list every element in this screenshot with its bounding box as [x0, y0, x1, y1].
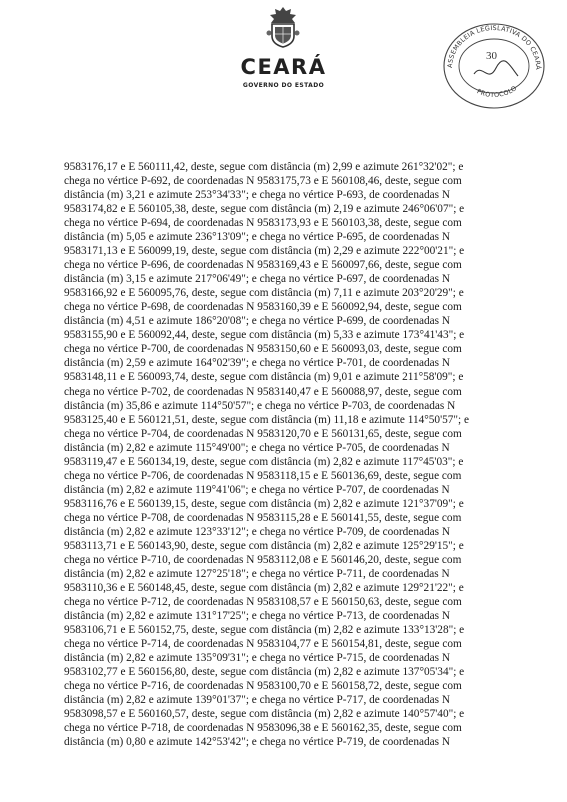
stamp-number: 30 [486, 50, 497, 62]
text-line: 9583098,57 e E 560160,57, deste, segue com distância (m) 2,82 e azimute 140°57'40"; e [64, 708, 465, 721]
text-line: chega no vértice P-700, de coordenadas N 9583150,60 e E 560093,03, deste, segue com [64, 343, 462, 356]
text-line: 9583110,36 e E 560148,45, deste, segue com distância (m) 2,82 e azimute 129°21'22"; e [64, 581, 464, 594]
text-line: chega no vértice P-710, de coordenadas N 9583112,08 e E 560146,20, deste, segue com [64, 553, 462, 566]
text-line: distância (m) 3,15 e azimute 217°06'49"; e chega no vértice P-697, de coordenadas N [64, 273, 451, 286]
text-line: distância (m) 3,21 e azimute 253°34'33"; e chega no vértice P-693, de coordenadas N [64, 189, 451, 202]
text-line: distância (m) 2,59 e azimute 164°02'39"; e chega no vértice P-701, de coordenadas N [64, 357, 451, 370]
text-line: 9583171,13 e E 560099,19, deste, segue com distância (m) 2,29 e azimute 222°00'21"; e [64, 245, 465, 258]
text-line: chega no vértice P-694, de coordenadas N 9583173,93 e E 560103,38, deste, segue com [64, 217, 462, 230]
text-line: 9583119,47 e E 560134,19, deste, segue com distância (m) 2,82 e azimute 117°45'03"; e [64, 455, 464, 468]
stamp-bottom-text: PROTOCOLO [475, 84, 519, 100]
text-line: distância (m) 2,82 e azimute 139°01'37"; e chega no vértice P-717, de coordenadas N [64, 694, 451, 707]
text-line: 9583113,71 e E 560143,90, deste, segue com distância (m) 2,82 e azimute 125°29'15"; e [64, 539, 464, 552]
state-coat-of-arms-icon [265, 6, 301, 48]
text-line: 9583176,17 e E 560111,42, deste, segue com distância (m) 2,99 e azimute 261°32'02"; e [64, 161, 464, 173]
text-line: distância (m) 5,05 e azimute 236°13'09"; e chega no vértice P-695, de coordenadas N [64, 231, 451, 244]
text-line: distância (m) 2,82 e azimute 127°25'18"; e chega no vértice P-711, de coordenadas N [64, 567, 450, 580]
text-line: chega no vértice P-706, de coordenadas N 9583118,15 e E 560136,69, deste, segue com [64, 469, 462, 482]
text-line: distância (m) 2,82 e azimute 131°17'25"; e chega no vértice P-713, de coordenadas N [64, 610, 451, 622]
text-line: distância (m) 4,51 e azimute 186°20'08"; e chega no vértice P-699, de coordenadas N [64, 315, 451, 328]
text-line: 9583125,40 e E 560121,51, deste, segue com distância (m) 11,18 e azimute 114°50'57"; e [64, 413, 469, 426]
text-line: 9583148,11 e E 560093,74, deste, segue com distância (m) 9,01 e azimute 211°58'09"; e [64, 371, 464, 384]
text-line: 9583102,77 e E 560156,80, deste, segue com distância (m) 2,82 e azimute 137°05'34"; e [64, 666, 465, 679]
document-body [64, 160, 516, 749]
text-line: chega no vértice P-708, de coordenadas N 9583115,28 e E 560141,55, deste, segue com [64, 511, 462, 524]
text-line: chega no vértice P-704, de coordenadas N 9583120,70 e E 560131,65, deste, segue com [64, 427, 462, 440]
protocol-stamp [438, 18, 550, 110]
text-line: distância (m) 2,82 e azimute 123°33'12"; e chega no vértice P-709, de coordenadas N [64, 525, 451, 538]
text-line: chega no vértice P-698, de coordenadas N 9583160,39 e E 560092,94, deste, segue com [64, 301, 462, 314]
text-line: chega no vértice P-692, de coordenadas N 9583175,73 e E 560108,46, deste, segue com [64, 175, 462, 188]
text-line: chega no vértice P-718, de coordenadas N 9583096,38 e E 560162,35, deste, segue com [64, 722, 462, 735]
text-line: distância (m) 35,86 e azimute 114°50'57"; e chega no vértice P-703, de coordenadas N [64, 399, 456, 412]
text-line: distância (m) 2,82 e azimute 115°49'00"; e chega no vértice P-705, de coordenadas N [64, 441, 450, 454]
text-line: distância (m) 2,82 e azimute 135°09'31"; e chega no vértice P-715, de coordenadas N [64, 652, 451, 665]
text-line: 9583174,82 e E 560105,38, deste, segue com distância (m) 2,19 e azimute 246°06'07"; e [64, 203, 465, 216]
text-line: chega no vértice P-712, de coordenadas N 9583108,57 e E 560150,63, deste, segue com [64, 595, 462, 608]
text-line: distância (m) 2,82 e azimute 119°41'06"; e chega no vértice P-707, de coordenadas N [64, 483, 450, 496]
text-line: chega no vértice P-714, de coordenadas N 9583104,77 e E 560154,81, deste, segue com [64, 638, 462, 651]
stamp-ring-text: ASSEMBLEIA LEGISLATIVA DO CEARÁ [445, 23, 543, 70]
text-line: chega no vértice P-702, de coordenadas N 9583140,47 e E 560088,97, deste, segue com [64, 385, 462, 398]
text-line: 9583166,92 e E 560095,76, deste, segue com distância (m) 7,11 e azimute 203°20'29"; e [64, 287, 464, 300]
brand-subtitle: GOVERNO DO ESTADO [242, 82, 325, 89]
text-line: 9583106,71 e E 560152,75, deste, segue com distância (m) 2,82 e azimute 133°13'28"; e [64, 624, 465, 637]
text-line: 9583155,90 e E 560092,44, deste, segue com distância (m) 5,33 e azimute 173°41'43"; e [64, 329, 465, 342]
brand-name: CEARÁ [240, 55, 327, 79]
text-line: distância (m) 0,80 e azimute 142°53'42"; e chega no vértice P-719, de coordenadas N [64, 736, 451, 749]
document-header [0, 0, 567, 112]
text-line: chega no vértice P-696, de coordenadas N 9583169,43 e E 560097,66, deste, segue com [64, 259, 462, 272]
text-line: 9583116,76 e E 560139,15, deste, segue com distância (m) 2,82 e azimute 121°37'09"; e [64, 497, 464, 510]
signature-scribble [474, 61, 518, 76]
text-line: chega no vértice P-716, de coordenadas N 9583100,70 e E 560158,72, deste, segue com [64, 680, 462, 693]
